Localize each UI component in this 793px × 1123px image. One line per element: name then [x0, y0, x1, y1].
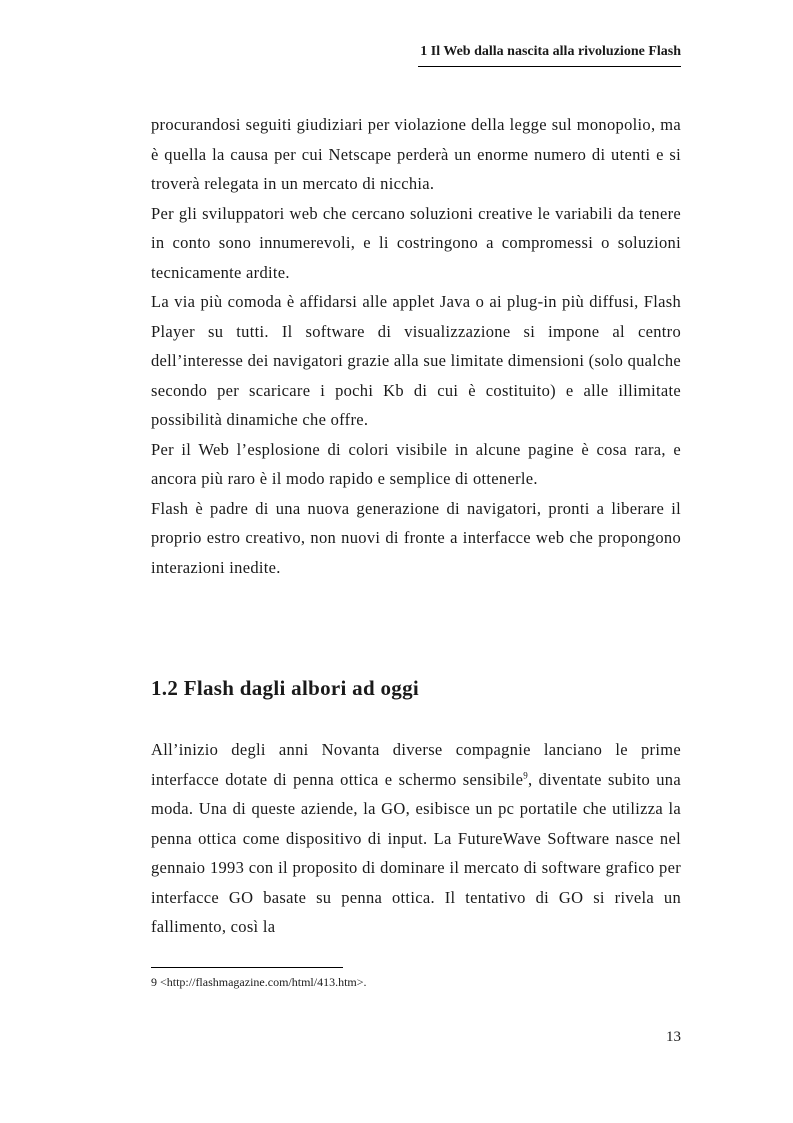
paragraph: [151, 735, 681, 942]
paragraph: procurandosi seguiti giudiziari per violazione della legge sul monopolio, ma è quella la causa per cui Netscape perderà un enorme numero di utenti e si troverà relegata in un mercato di nicchia.: [151, 115, 681, 193]
page-number: 13: [666, 1029, 681, 1045]
paragraph: Per il Web l’esplosione di colori visibile in alcune pagine è cosa rara, e ancora più raro è il modo rapido e semplice di ottenerle.: [151, 439, 681, 488]
header-rule: [418, 66, 681, 67]
paragraph: Flash è padre di una nuova generazione di navigatori, pronti a liberare il proprio estro creativo, non nuovi di fronte a interfacce web che propongono interazioni inedite.: [151, 498, 681, 577]
footnote: 9 <http://flashmagazine.com/html/413.htm>.: [151, 975, 367, 989]
body-text-top: [151, 110, 681, 582]
footnote-reference[interactable]: 9: [523, 770, 528, 780]
paragraph-text-end: , diventate subito una moda. Una di queste aziende, la GO, esibisce un pc portatile che utilizza la penna ottica come dispositivo di input. La FutureWave Software nasce nel gennaio 1993 con il proposito di dominare il mercato di software grafico per interfacce GO basate su penna ottica. Il tentativo di GO si rivela un fallimento, così la: [151, 769, 681, 936]
section-heading: 1.2 Flash dagli albori ad oggi: [151, 676, 420, 700]
paragraph: Per gli sviluppatori web che cercano soluzioni creative le variabili da tenere in conto sono innumerevoli, e li costringono a compromessi o soluzioni tecnicamente ardite.: [151, 203, 681, 282]
running-header: 1 Il Web dalla nascita alla rivoluzione Flash: [420, 44, 681, 59]
body-text-section: [151, 735, 681, 942]
paragraph-text-start: All’inizio degli anni Novanta diverse compagnie lanciano le prime interfacce dotate di penna ottica e schermo sensibile: [151, 740, 681, 789]
footnote-rule: [151, 967, 343, 968]
paragraph: La via più comoda è affidarsi alle applet Java o ai plug-in più diffusi, Flash Player su tutti. Il software di visualizzazione si impone al centro dell’interesse dei navigatori grazie alla sue limitate dimensioni (solo qualche secondo per scaricare i pochi Kb di cui è costituito) e alle illimitate possibilità dinamiche che offre.: [151, 292, 681, 429]
